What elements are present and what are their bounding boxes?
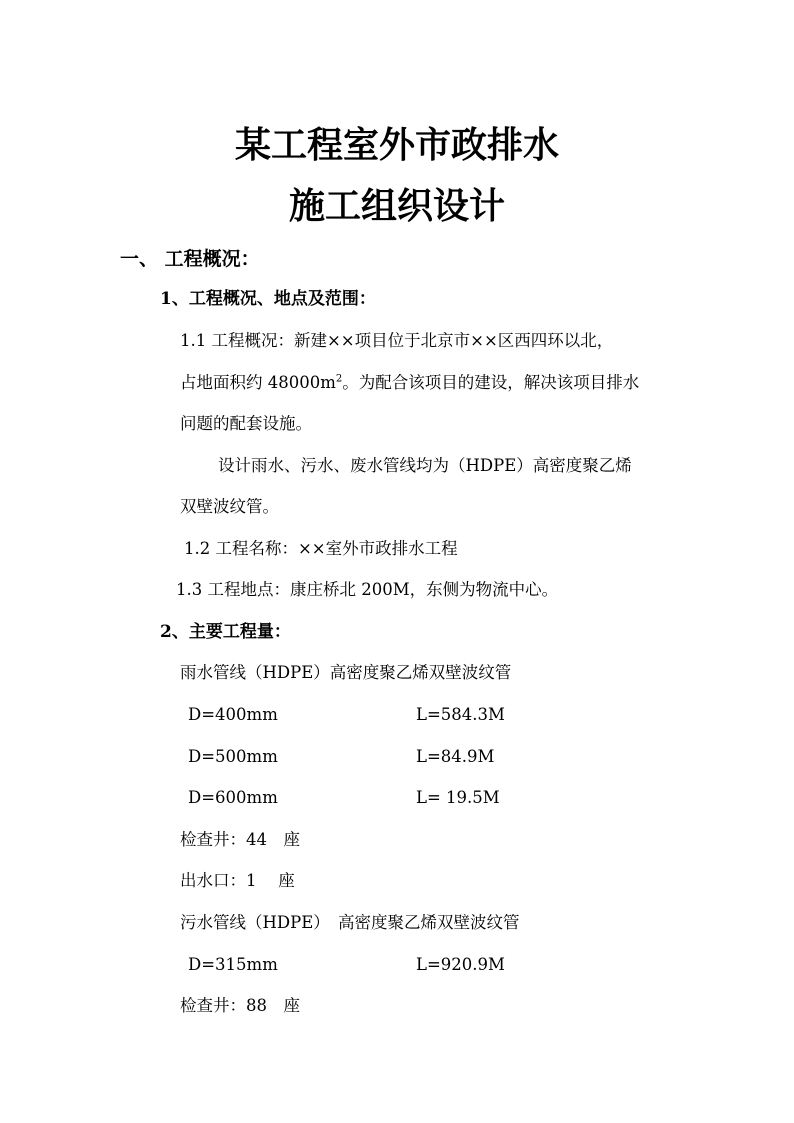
rain-pipe-length: L=84.9M bbox=[416, 747, 495, 766]
overview-paragraph-line-2: 占地面积约 $48000m^2$。为配合该项目的建设，解决该项目排水 bbox=[180, 373, 640, 392]
rain-pipe-diameter: D=500mm bbox=[188, 747, 278, 766]
sewage-pipe-title: 污水管线（HDPE） 高密度聚乙烯双壁波纹管 bbox=[180, 913, 520, 932]
overview-paragraph-line-3: 问题的配套设施。 bbox=[180, 414, 312, 433]
rain-pipe-length: L=584.3M bbox=[416, 705, 505, 724]
subsection-heading-quantities: 2、主要工程量： bbox=[160, 622, 291, 642]
project-name-line: 1.2 工程名称：××室外市政排水工程 bbox=[184, 539, 458, 558]
superscript-2: 2 bbox=[335, 373, 343, 385]
rain-inspection-wells: 检查井：44 座 bbox=[180, 830, 300, 849]
rain-pipe-diameter: D=600mm bbox=[188, 788, 278, 807]
document-title-line-2: 施工组织设计 bbox=[288, 185, 505, 227]
rain-pipe-diameter: D=400mm bbox=[188, 705, 278, 724]
project-location-line: 1.3 工程地点：康庄桥北 200M，东侧为物流中心。 bbox=[176, 580, 559, 599]
rain-pipe-title: 雨水管线（HDPE）高密度聚乙烯双壁波纹管 bbox=[180, 663, 512, 682]
rain-outlets: 出水口：1 座 bbox=[180, 871, 295, 890]
document-title-line-1: 某工程室外市政排水 bbox=[234, 124, 559, 166]
design-paragraph-line-2: 双壁波纹管。 bbox=[180, 497, 279, 516]
overview-paragraph-line-1: 1.1 工程概况：新建××项目位于北京市××区西四环以北， bbox=[180, 331, 614, 350]
sewage-pipe-length: L=920.9M bbox=[416, 955, 505, 974]
section-heading-overview: 一、 工程概况： bbox=[120, 248, 260, 270]
rain-pipe-length: L= 19.5M bbox=[416, 788, 500, 807]
subsection-heading-scope: 1、工程概况、地点及范围： bbox=[160, 289, 376, 309]
design-paragraph-line-1: 设计雨水、污水、废水管线均为（HDPE）高密度聚乙烯 bbox=[218, 456, 632, 475]
sewage-pipe-diameter: D=315mm bbox=[188, 955, 278, 974]
sewage-inspection-wells: 检查井：88 座 bbox=[180, 996, 300, 1015]
